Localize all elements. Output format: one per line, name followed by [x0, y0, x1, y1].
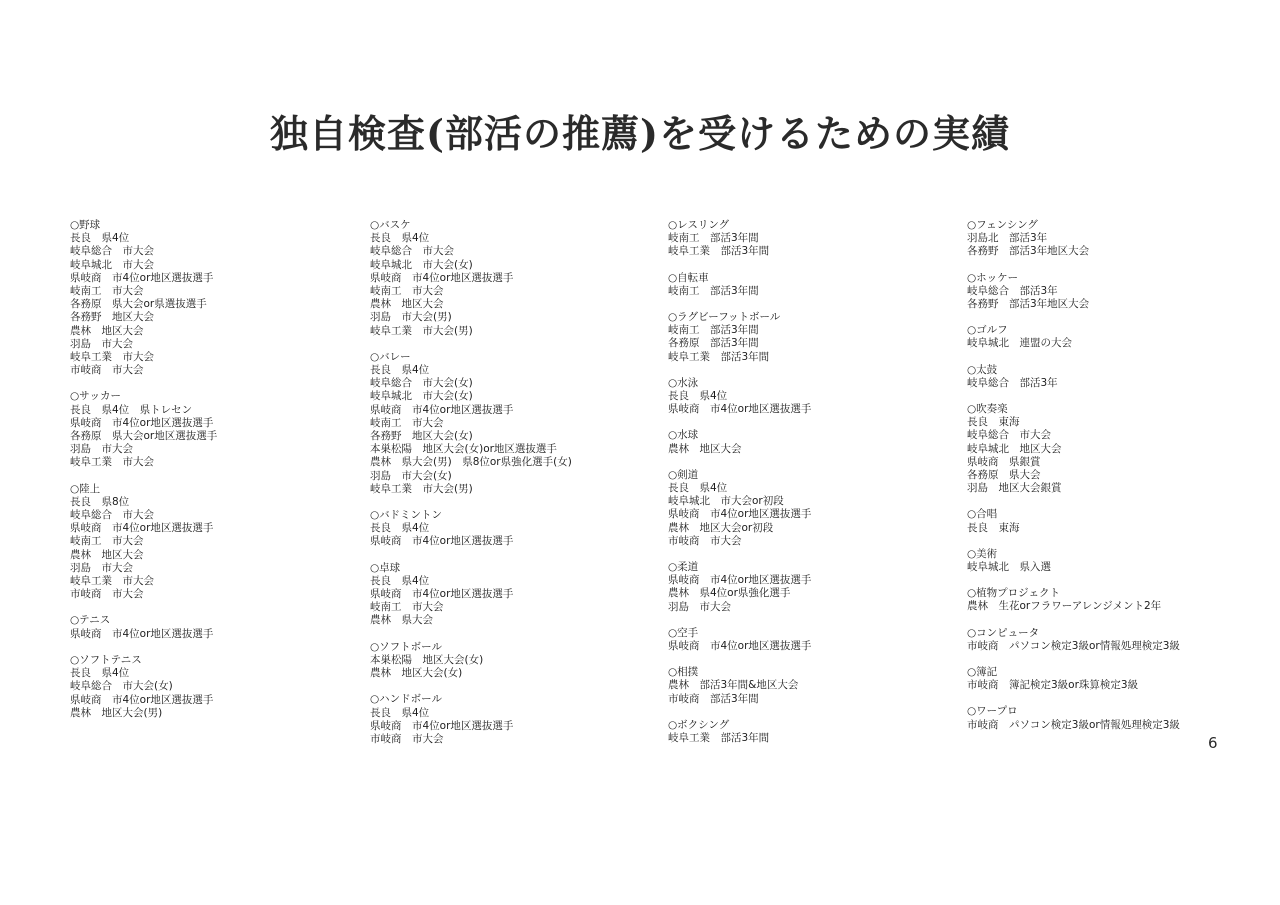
- requirement-line: 県岐商 市4位or地区選抜選手: [70, 271, 214, 284]
- club-section: [70, 614, 360, 640]
- club-section: [370, 562, 660, 628]
- requirement-line: 県岐商 市4位or地区選抜選手: [370, 588, 514, 601]
- requirement-line: 長良 県4位: [668, 482, 728, 495]
- requirement-line: 岐南工 部活3年間: [668, 232, 759, 245]
- club-name: ○コンピュータ: [967, 626, 1040, 639]
- requirement-line: 県岐商 市4位or地区選抜選手: [70, 416, 214, 429]
- requirement-line: 羽島 市大会(男): [370, 311, 452, 324]
- requirement-line: 岐南工 市大会: [370, 416, 444, 429]
- requirement-line: 岐阜総合 市大会: [70, 245, 154, 258]
- club-name: ○ゴルフ: [967, 324, 1008, 337]
- club-name: ○ハンドボール: [370, 693, 442, 706]
- club-name: ○フェンシング: [967, 219, 1038, 231]
- requirement-line: 各務原 県大会or地区選抜選手: [70, 430, 218, 443]
- requirement-line: 県岐商 市4位or地区選抜選手: [370, 535, 514, 548]
- column-4: [967, 219, 1257, 745]
- club-name: ○植物プロジェクト: [967, 587, 1060, 600]
- requirement-line: 本巣松陽 地区大会(女): [370, 653, 484, 666]
- requirement-line: 岐阜総合 市大会: [70, 509, 154, 522]
- requirement-line: 羽島 市大会: [70, 561, 133, 574]
- club-section: [967, 403, 1257, 495]
- column-2: [370, 219, 660, 759]
- requirement-line: 農林 地区大会(男): [70, 706, 163, 719]
- club-section: [967, 324, 1257, 350]
- requirement-line: 岐阜城北 連盟の大会: [967, 337, 1072, 350]
- club-name: ○自転車: [668, 271, 709, 284]
- club-section: [370, 693, 660, 746]
- club-section: [668, 469, 958, 548]
- column-3: [668, 219, 958, 758]
- requirement-line: 岐阜城北 市大会: [70, 258, 154, 271]
- requirement-line: 各務野 部活3年地区大会: [967, 245, 1090, 258]
- requirement-line: 農林 地区大会or初段: [668, 521, 774, 534]
- club-name: ○バスケ: [370, 219, 411, 231]
- requirement-line: 岐阜総合 部活3年: [967, 284, 1058, 297]
- club-section: [668, 377, 958, 417]
- requirement-line: 農林 県大会(男) 県8位or県強化選手(女): [370, 456, 572, 469]
- club-section: [967, 548, 1257, 574]
- requirement-line: 各務原 県大会: [967, 469, 1041, 482]
- club-section: [668, 561, 958, 614]
- requirement-line: 長良 県4位: [370, 706, 430, 719]
- club-section: [70, 483, 360, 602]
- requirement-line: 市岐商 市大会: [70, 588, 144, 601]
- requirement-line: 農林 地区大会(女): [370, 667, 463, 680]
- club-name: ○ボクシング: [668, 718, 730, 731]
- requirement-line: 県岐商 市4位or地区選抜選手: [70, 627, 214, 640]
- requirement-line: 羽島 市大会: [668, 600, 731, 613]
- requirement-line: 岐阜工業 部活3年間: [668, 245, 770, 258]
- requirement-line: 農林 地区大会: [70, 548, 144, 561]
- club-name: ○バドミントン: [370, 509, 442, 522]
- requirement-line: 各務野 地区大会(女): [370, 430, 473, 443]
- requirement-line: 岐阜城北 県入選: [967, 561, 1051, 574]
- requirement-line: 県岐商 県銀賞: [967, 455, 1041, 468]
- requirement-line: 羽島 地区大会銀賞: [967, 482, 1062, 495]
- requirement-line: 各務原 県大会or県選抜選手: [70, 298, 207, 311]
- requirement-line: 岐阜城北 市大会(女): [370, 258, 473, 271]
- requirement-line: 岐阜総合 市大会: [967, 429, 1051, 442]
- club-section: [967, 364, 1257, 390]
- requirement-line: 県岐商 市4位or地区選抜選手: [668, 640, 812, 653]
- requirement-line: 岐阜総合 市大会: [370, 245, 454, 258]
- requirement-line: 岐南工 市大会: [70, 285, 144, 298]
- club-name: ○合唱: [967, 508, 998, 521]
- club-section: [70, 654, 360, 720]
- club-name: ○卓球: [370, 561, 401, 574]
- club-name: ○吹奏楽: [967, 403, 1008, 416]
- club-name: ○相撲: [668, 666, 699, 679]
- requirement-line: 農林 部活3年間&地区大会: [668, 679, 799, 692]
- requirement-line: 岐南工 部活3年間: [668, 324, 759, 337]
- requirement-line: 長良 東海: [967, 521, 1020, 534]
- club-section: [668, 429, 958, 455]
- requirement-line: 県岐商 市4位or地区選抜選手: [370, 403, 514, 416]
- club-section: [668, 719, 958, 745]
- requirement-line: 岐阜城北 市大会(女): [370, 390, 473, 403]
- requirement-line: 市岐商 パソコン検定3級or情報処理検定3級: [967, 718, 1180, 731]
- club-section: [70, 390, 360, 469]
- club-name: ○ソフトボール: [370, 640, 442, 653]
- requirement-line: 岐阜城北 地区大会: [967, 442, 1062, 455]
- club-name: ○野球: [70, 219, 101, 231]
- club-name: ○ラグビーフットボール: [668, 311, 781, 324]
- requirement-line: 県岐商 市4位or地区選抜選手: [370, 271, 514, 284]
- requirement-line: 農林 地区大会: [668, 442, 742, 455]
- club-name: ○空手: [668, 626, 699, 639]
- requirement-line: 長良 県8位: [70, 495, 130, 508]
- club-section: [967, 587, 1257, 613]
- page-title: 独自検査(部活の推薦)を受けるための実績: [270, 111, 1010, 156]
- requirement-line: 県岐商 市4位or地区選抜選手: [70, 522, 214, 535]
- club-section: [967, 705, 1257, 731]
- club-name: ○ソフトテニス: [70, 653, 142, 666]
- requirement-line: 農林 生花orフラワーアレンジメント2年: [967, 600, 1162, 613]
- club-section: [668, 311, 958, 364]
- requirement-line: 本巣松陽 地区大会(女)or地区選抜選手: [370, 443, 557, 456]
- club-section: [370, 641, 660, 681]
- page-number: 6: [1208, 734, 1218, 752]
- club-name: ○レスリング: [668, 219, 730, 231]
- requirement-line: 各務野 部活3年地区大会: [967, 298, 1090, 311]
- club-name: ○バレー: [370, 350, 411, 363]
- requirement-line: 羽島 市大会(女): [370, 469, 452, 482]
- requirement-line: 農林 地区大会: [70, 324, 144, 337]
- requirement-line: 市岐商 市大会: [668, 534, 742, 547]
- club-section: [668, 219, 958, 259]
- requirement-line: 岐阜工業 市大会(男): [370, 324, 473, 337]
- club-name: ○サッカー: [70, 390, 121, 403]
- requirement-line: 長良 県4位 県トレセン: [70, 403, 193, 416]
- requirement-line: 岐阜総合 市大会(女): [370, 377, 473, 390]
- club-section: [668, 272, 958, 298]
- club-name: ○陸上: [70, 482, 101, 495]
- requirement-line: 羽島 市大会: [70, 443, 133, 456]
- club-name: ○簿記: [967, 666, 998, 679]
- requirement-line: 農林 県大会: [370, 614, 433, 627]
- club-section: [967, 219, 1257, 259]
- requirement-line: 岐阜工業 市大会: [70, 456, 154, 469]
- club-name: ○テニス: [70, 614, 111, 627]
- requirement-line: 長良 県4位: [370, 232, 430, 245]
- requirement-line: 長良 県4位: [70, 667, 130, 680]
- club-section: [370, 351, 660, 496]
- requirement-line: 農林 県4位or県強化選手: [668, 587, 791, 600]
- club-name: ○ホッケー: [967, 271, 1019, 284]
- club-section: [70, 219, 360, 377]
- requirement-line: 岐阜城北 市大会or初段: [668, 495, 784, 508]
- requirement-line: 県岐商 市4位or地区選抜選手: [370, 719, 514, 732]
- requirement-line: 長良 県4位: [370, 522, 430, 535]
- requirement-line: 岐南工 市大会: [70, 535, 144, 548]
- club-name: ○水球: [668, 429, 699, 442]
- requirement-line: 各務野 地区大会: [70, 311, 154, 324]
- requirement-line: 岐阜工業 市大会: [70, 351, 154, 364]
- requirement-line: 岐阜工業 部活3年間: [668, 350, 770, 363]
- requirement-line: 岐南工 部活3年間: [668, 284, 759, 297]
- requirement-line: 岐阜総合 部活3年: [967, 376, 1058, 389]
- club-name: ○ワープロ: [967, 705, 1018, 718]
- requirement-line: 岐阜工業 市大会(男): [370, 482, 473, 495]
- requirement-line: 岐南工 市大会: [370, 285, 444, 298]
- club-name: ○太鼓: [967, 363, 998, 376]
- club-name: ○柔道: [668, 561, 699, 574]
- club-section: [668, 666, 958, 706]
- requirement-line: 長良 県4位: [370, 364, 430, 377]
- requirement-line: 羽島 市大会: [70, 337, 133, 350]
- requirement-line: 県岐商 市4位or地区選抜選手: [668, 574, 812, 587]
- requirement-line: 各務原 部活3年間: [668, 337, 759, 350]
- requirement-line: 岐阜工業 部活3年間: [668, 732, 770, 745]
- club-name: ○剣道: [668, 468, 699, 481]
- club-section: [967, 272, 1257, 312]
- requirement-line: 農林 地区大会: [370, 298, 444, 311]
- club-name: ○美術: [967, 547, 998, 560]
- requirement-line: 長良 県4位: [668, 390, 728, 403]
- requirement-line: 市岐商 部活3年間: [668, 692, 759, 705]
- club-section: [967, 666, 1257, 692]
- club-section: [668, 627, 958, 653]
- club-section: [370, 219, 660, 338]
- requirement-line: 市岐商 市大会: [70, 364, 144, 377]
- requirement-line: 羽島北 部活3年: [967, 232, 1048, 245]
- requirement-line: 長良 県4位: [70, 232, 130, 245]
- club-name: ○水泳: [668, 376, 699, 389]
- club-section: [967, 508, 1257, 534]
- requirement-line: 県岐商 市4位or地区選抜選手: [668, 403, 812, 416]
- requirement-line: 岐南工 市大会: [370, 601, 444, 614]
- requirement-line: 岐阜総合 市大会(女): [70, 680, 173, 693]
- club-section: [370, 509, 660, 549]
- requirement-line: 市岐商 市大会: [370, 732, 444, 745]
- requirement-line: 県岐商 市4位or地区選抜選手: [668, 508, 812, 521]
- requirement-line: 市岐商 簿記検定3級or珠算検定3級: [967, 679, 1139, 692]
- column-1: [70, 219, 360, 733]
- requirement-line: 市岐商 パソコン検定3級or情報処理検定3級: [967, 639, 1180, 652]
- requirement-line: 長良 県4位: [370, 574, 430, 587]
- requirement-line: 岐阜工業 市大会: [70, 575, 154, 588]
- requirement-line: 長良 東海: [967, 416, 1020, 429]
- club-section: [967, 627, 1257, 653]
- requirement-line: 県岐商 市4位or地区選抜選手: [70, 693, 214, 706]
